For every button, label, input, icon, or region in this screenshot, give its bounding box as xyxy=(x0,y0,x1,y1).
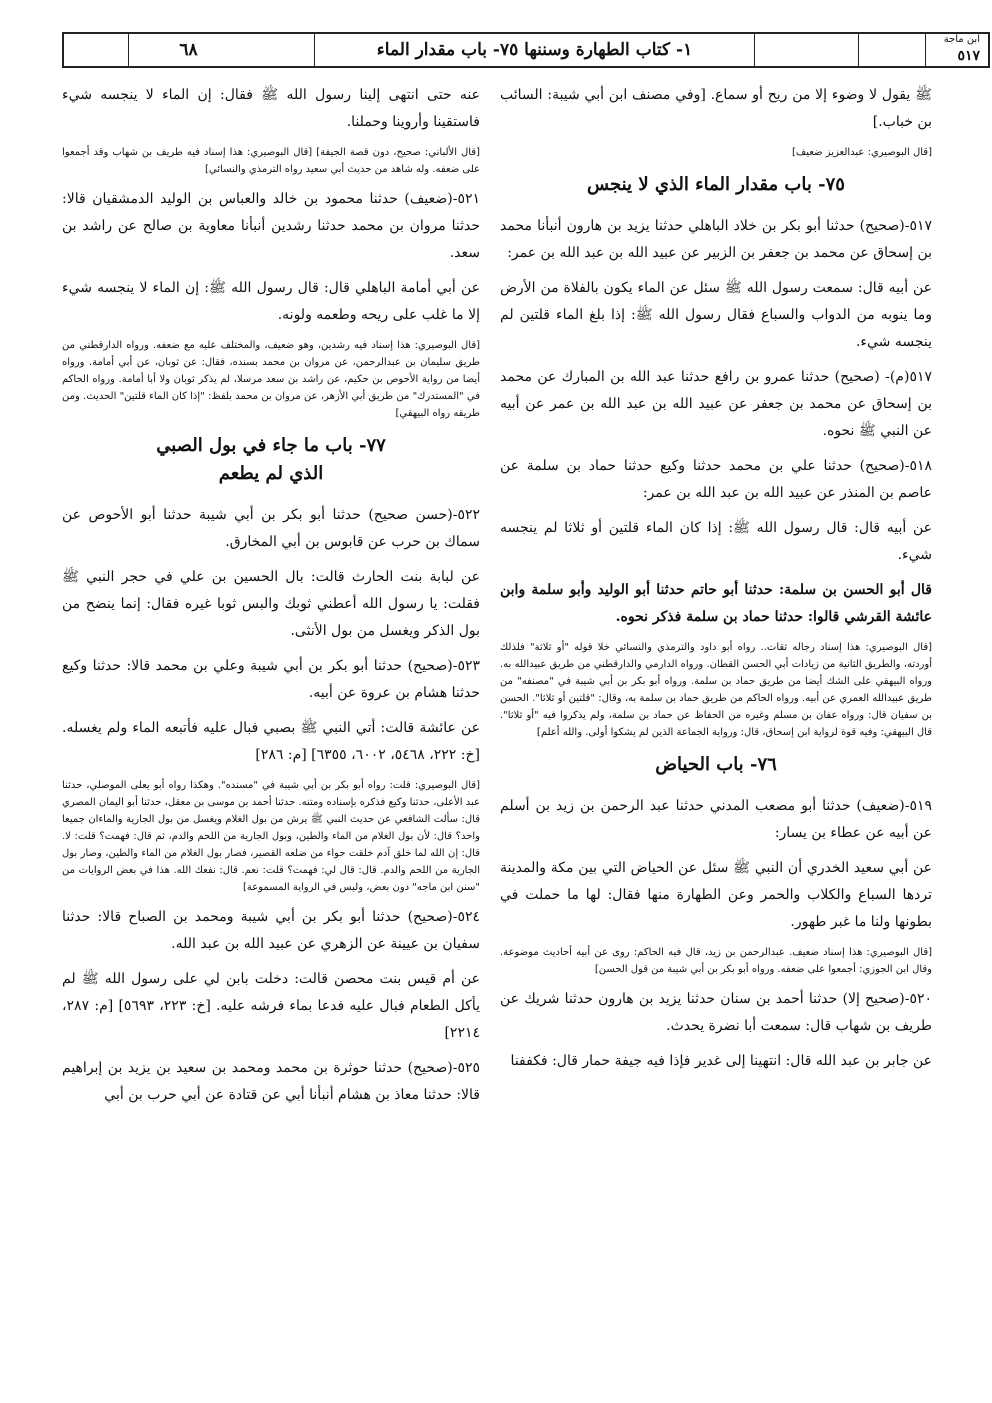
continued-text: ﷺ يقول لا وضوء إلا من ريح أو سماع. [وفي مصنف ابن أبي شيبة: السائب بن خباب.] xyxy=(500,87,932,130)
hadith-524-matn: عن أم قيس بنت محصن قالت: دخلت بابن لي على رسول الله ﷺ لم يأكل الطعام فبال عليه فدعا بماء فرشه عليه. [خ: ٢٢٣، ٥٦٩٣] [م: ٢٨٧، ٢٢١٤] xyxy=(62,971,481,1041)
abulhasan-addition: قال أبو الحسن بن سلمة: حدثنا أبو حاتم حدثنا أبو الوليد وأبو سلمة وابن عائشة القرشي قالوا: حدثنا حماد بن سلمة فذكر نحوه. xyxy=(500,582,932,625)
header-reference xyxy=(858,34,988,66)
header-ref-book: ابن ماجة xyxy=(943,34,980,45)
hadith-520-matn: عن جابر بن عبد الله قال: انتهينا إلى غدير فإذا فيه جيفة حمار قال: فكففنا xyxy=(510,1053,932,1069)
footnote: [قال البوصيري: قلت: رواه أبو بكر بن أبي شيبة في "مسنده". وهكذا رواه أبو يعلى الموصلي، حدثنا عبد الأعلى، حدثنا وكيع فذكره بإسناده ومتنه. حدثنا أحمد بن موسى بن معقل، حدثنا أبو اليمان المصري قال: سألت الشافعي عن حديث النبي ﷺ يرش من بول الغلام ويغسل من بول الجارية والماءان جميعا واحد؟ قال: لأن بول الغلام من الماء والطين، وبول الجارية من اللحم والدم، ثم قال: فهمت؟ قلت: لا. قال: إن الله لما خلق آدم خلقت حواء من ضلعه القصير، فصار بول الغلام من الماء والطين، وصار بول الجارية من اللحم والدم. قال: قال لي: فهمت؟ قلت: نعم. قال: نفعك الله. هذا في بعض الروايات من "سنن ابن ماجه" دون بعض، وليس في الرواية المسموعة] xyxy=(62,780,480,893)
hadith-524-isnad: ٥٢٤-(صحيح) حدثنا أبو بكر بن أبي شيبة ومحمد بن الصباح قالا: حدثنا سفيان بن عيينة عن الزهري عن عبيد الله بن عبد الله. xyxy=(62,909,480,952)
hadith-523-isnad: ٥٢٣-(صحيح) حدثنا أبو بكر بن أبي شيبة وعلي بن محمد قالا: حدثنا وكيع حدثنا هشام بن عروة عن أبيه. xyxy=(62,658,480,701)
continued-text: عنه حتى انتهى إلينا رسول الله ﷺ فقال: إن الماء لا ينجسه شيء فاستقينا وأروينا وحملنا. xyxy=(62,87,480,130)
footnote: [قال البوصيري: عبدالعزيز ضعيف] xyxy=(791,147,932,158)
hadith-521-isnad: ٥٢١-(ضعيف) حدثنا محمود بن خالد والعباس بن الوليد الدمشقيان قالا: حدثنا مروان بن محمد حدثنا رشدين أنبأنا معاوية بن صالح عن راشد بن سعد. xyxy=(62,191,480,261)
footnote: [قال البوصيري: هذا إسناد رجاله ثقات.. رواه أبو داود والترمذي والنسائي خلا قوله "أو ثلاثة" فلذلك أوردته، والطريق الثانية من زيادات أبي الحسن القطان. ورواه الدارمي والدارقطني من طريق عبيدالله به. ورواه البيهقي على الشك أيضا من طريق حماد بن سلمة. ورواه أبو بكر بن أبي شيبة في "مصنفه" من طريق عبيدالله العمري عن أبيه. ورواه الحاكم من طريق حماد بن سلمة به، وقال: "قلتين أو ثلاثا". الحسن بن سفيان قال: ورواه عفان بن مسلم وغيره من الحفاظ عن حماد بن سلمة، ولم يذكروا فيه "أو ثلاثا". قال البيهقي: وفيه قوة لرواية ابن إسحاق، قال: ورواية الجماعة الذين لم يشكوا أولى. والله أعلم] xyxy=(500,642,932,738)
hadith-518-matn: عن أبيه قال: قال رسول الله ﷺ: إذا كان الماء قلتين أو ثلاثا لم ينجسه شيء. xyxy=(500,520,932,563)
hadith-522-isnad: ٥٢٢-(حسن صحيح) حدثنا أبو بكر بن أبي شيبة حدثنا أبو الأحوص عن سماك بن حرب عن قابوس بن أبي المخارق. xyxy=(62,507,480,550)
hadith-520-isnad: ٥٢٠-(صحيح إلا) حدثنا أحمد بن سنان حدثنا يزيد بن هارون حدثنا شريك عن طريف بن شهاب قال: سمعت أبا نضرة يحدث. xyxy=(500,991,932,1034)
chapter-77-subtitle: الذي لم يطعم xyxy=(218,463,324,484)
hadith-517-isnad: ٥١٧-(صحيح) حدثنا أبو بكر بن خلاد الباهلي حدثنا يزيد بن هارون أنبأنا محمد بن إسحاق عن محمد بن جعفر بن الزبير عن عبيد الله بن عبد الله بن عمر: xyxy=(500,218,932,261)
hadith-521-matn: عن أبي أمامة الباهلي قال: قال رسول الله ﷺ: إن الماء لا ينجسه شيء إلا ما غلب على ريحه وطعمه ولونه. xyxy=(62,280,480,323)
page-header xyxy=(62,32,990,68)
header-blank-cell xyxy=(754,34,858,66)
hadith-519-matn: عن أبي سعيد الخدري أن النبي ﷺ سئل عن الحياض التي بين مكة والمدينة تردها السباع والكلاب والحمر وعن الطهارة منها فقال: لها ما حملت في بطونها ولنا ما غبر طهور. xyxy=(500,860,932,930)
chapter-77-title: ٧٧- باب ما جاء في بول الصبي xyxy=(156,435,386,456)
header-page-cell xyxy=(62,34,314,66)
footnote: [قال الألباني: صحيح، دون قصة الجيفة] [قال البوصيري: هذا إسناد فيه طريف بن شهاب وقد أجمعوا على ضعفه. وله شاهد من حديث أبي سعيد رواه الترمذي والنسائي] xyxy=(62,147,480,175)
hadith-522-matn: عن لبابة بنت الحارث قالت: بال الحسين بن علي في حجر النبي ﷺ فقلت: يا رسول الله أعطني ثوبك والبس ثوبا غيره فقال: إنما ينضح من بول الذكر ويغسل من بول الأنثى. xyxy=(62,569,480,639)
hadith-523-matn: عن عائشة قالت: أتي النبي ﷺ بصبي فبال عليه فأتبعه الماء ولم يغسله. [خ: ٢٢٢، ٥٤٦٨، ٦٠٠٢، ٦٣٥٥] [م: ٢٨٦] xyxy=(62,720,480,763)
left-column xyxy=(62,82,480,1117)
right-column xyxy=(500,82,932,1083)
footnote: [قال البوصيري: هذا إسناد فيه رشدين، وهو ضعيف، والمختلف عليه مع ضعفه. ورواه الدارقطني من طريق سليمان بن عبدالرحمن، عن مروان بن محمد بسنده، فقال: عن ثوبان، عن أبي أمامة. ورواه أيضا من رواية الأحوص بن حكيم، عن راشد بن سعد مرسلا، لم يذكر ثوبان ولا أبا أمامة. ورواه الحاكم في "المستدرك" من طريق أبي الأزهر، عن مروان بن محمد بلفظ: "إذا كان الماء قلتين" الحديث. ومن طريقه رواه البيهقي] xyxy=(62,340,480,419)
hadith-517-matn: عن أبيه قال: سمعت رسول الله ﷺ سئل عن الماء يكون بالفلاة من الأرض وما ينوبه من الدواب والسباع فقال رسول الله ﷺ: إذا بلغ الماء قلتين لم ينجسه شيء. xyxy=(500,280,932,350)
footnote: [قال البوصيري: هذا إسناد ضعيف. عبدالرحمن بن زيد، قال فيه الحاكم: روى عن أبيه أحاديث موضوعة. وقال ابن الجوزي: أجمعوا على ضعفه. ورواه أبو بكر بن أبي شيبة من قول الحسن] xyxy=(500,947,932,975)
page-number: ٦٨ xyxy=(128,34,249,66)
chapter-heading-75: ٧٥- باب مقدار الماء الذي لا ينجس xyxy=(587,174,845,195)
hadith-518-isnad: ٥١٨-(صحيح) حدثنا علي بن محمد حدثنا وكيع حدثنا حماد بن سلمة عن عاصم بن المنذر عن عبيد الله بن عبد الله بن عمر: xyxy=(500,458,932,501)
chapter-heading-76: ٧٦- باب الحياض xyxy=(655,754,777,775)
header-ref-divider xyxy=(925,34,926,66)
hadith-525-isnad: ٥٢٥-(صحيح) حدثنا حوثرة بن محمد ومحمد بن سعيد بن يزيد بن إبراهيم قالا: حدثنا معاذ بن هشام أنبأنا أبي عن قتادة عن أبي حرب بن أبي xyxy=(62,1060,480,1103)
header-title: ١- كتاب الطهارة وسننها ٧٥- باب مقدار الماء xyxy=(314,34,754,66)
chapter-heading-77 xyxy=(62,432,480,488)
header-ref-number: ٥١٧ xyxy=(957,48,980,64)
hadith-517m: ٥١٧(م)- (صحيح) حدثنا عمرو بن رافع حدثنا عبد الله بن المبارك عن محمد بن إسحاق عن محمد بن جعفر عن عبيد الله بن عبد الله بن عمر عن أبيه عن النبي ﷺ نحوه. xyxy=(500,369,932,439)
hadith-519-isnad: ٥١٩-(ضعيف) حدثنا أبو مصعب المدني حدثنا عبد الرحمن بن زيد بن أسلم عن أبيه عن عطاء بن يسار: xyxy=(500,798,932,841)
